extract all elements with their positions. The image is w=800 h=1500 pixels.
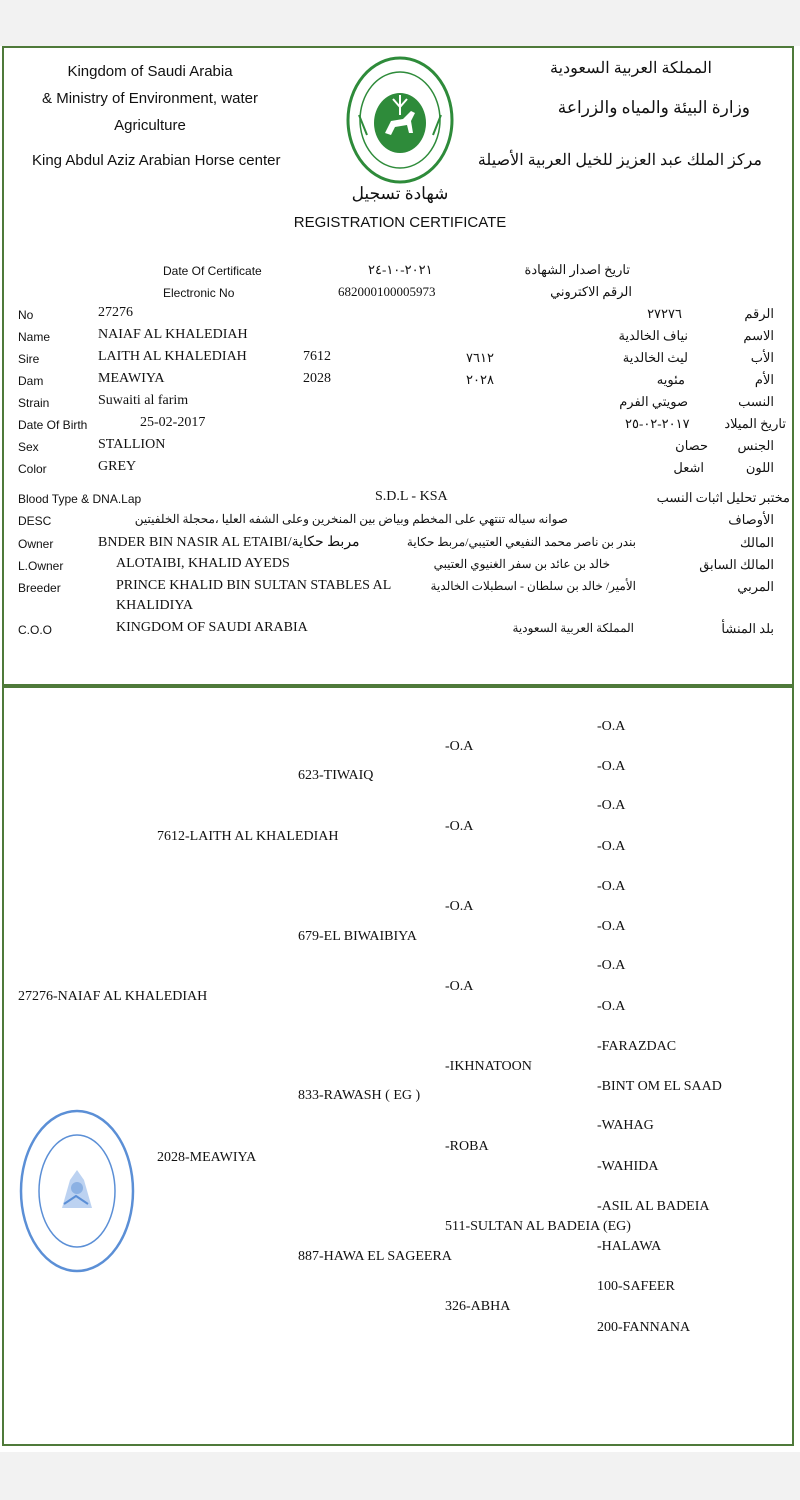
pedigree-g4: 100-SAFEER (597, 1279, 675, 1294)
pedigree-dam-sire: 833-RAWASH ( EG ) (298, 1088, 421, 1103)
desc-value-ar: صوانه سياله تنتهي على المخطم وبياض بين المنخرين وعلى الشفه العليا ،محجلة الخلفيتين (134, 512, 568, 526)
pedigree-g4: -FARAZDAC (597, 1039, 677, 1054)
bottom-band (0, 1452, 800, 1500)
name-label-ar: الاسم (743, 328, 774, 343)
coo-value: KINGDOM OF SAUDI ARABIA (116, 620, 308, 635)
dam-number-ar: ٢٠٢٨ (466, 372, 494, 387)
coo-label-ar: بلد المنشأ (721, 621, 774, 636)
pedigree-g4: -O.A (597, 999, 626, 1014)
pedigree-sire-dam: 679-EL BIWAIBIYA (298, 929, 417, 944)
desc-label-ar: الأوصاف (728, 512, 774, 527)
pedigree-g3: -O.A (445, 819, 474, 834)
breeder-value-line2: KHALIDIYA (116, 598, 193, 613)
pedigree-g3: -O.A (445, 979, 474, 994)
strain-value: Suwaiti al farim (98, 393, 189, 408)
pedigree-sire-sire: 623-TIWAIQ (298, 768, 374, 783)
pedigree-g3: 511-SULTAN AL BADEIA (EG) (445, 1219, 631, 1234)
sex-label-ar: الجنس (737, 438, 774, 453)
strain-label: Strain (18, 396, 50, 410)
no-label: No (18, 308, 34, 322)
center-name: King Abdul Aziz Arabian Horse center (32, 152, 281, 169)
date-label: Date Of Certificate (163, 264, 262, 278)
sire-number: 7612 (303, 349, 331, 364)
name-value: NAIAF AL KHALEDIAH (98, 327, 248, 342)
sire-label-ar: الأب (750, 350, 774, 365)
header-left (20, 58, 280, 139)
color-value-ar: اشعل (673, 460, 704, 475)
dob-label-ar: تاريخ الميلاد (724, 416, 786, 431)
sex-label: Sex (18, 440, 39, 454)
pedigree-g4: -O.A (597, 798, 626, 813)
breeder-value-ar: الأمير/ خالد بن سلطان - اسطبلات الخالدية (430, 579, 636, 593)
owner-value: BNDER BIN NASIR AL ETAIBI/مربط حكاية (98, 535, 360, 550)
dam-value-ar: مئويه (656, 372, 685, 387)
dam-label-ar: الأم (754, 372, 774, 387)
breeder-value-line1: PRINCE KHALID BIN SULTAN STABLES AL (116, 578, 392, 593)
owner-label-ar: المالك (740, 535, 774, 550)
blood-value: S.D.L - KSA (375, 489, 448, 504)
pedigree-g4: -O.A (597, 879, 626, 894)
strain-label-ar: النسب (738, 394, 774, 409)
lowner-label: L.Owner (18, 559, 64, 573)
ministry-emblem (345, 55, 455, 185)
electronic-label-ar: الرقم الاكتروني (550, 284, 632, 299)
no-value: 27276 (98, 305, 133, 320)
pedigree-g4: -O.A (597, 839, 626, 854)
dam-number: 2028 (303, 371, 331, 386)
pedigree-g4: -O.A (597, 719, 626, 734)
owner-label: Owner (18, 537, 54, 551)
lowner-value-ar: خالد بن عائد بن سفر الغنيوي العتيبي (433, 557, 610, 571)
pedigree-g3: -ROBA (445, 1139, 489, 1154)
header-right-line3: مركز الملك عبد العزيز للخيل العربية الأصيلة (477, 152, 762, 169)
header-right-line2: وزارة البيئة والمياه والزراعة (557, 98, 750, 117)
pedigree-subject: 27276-NAIAF AL KHALEDIAH (18, 989, 208, 1004)
pedigree-g4: -WAHAG (597, 1118, 654, 1133)
color-label-ar: اللون (745, 460, 774, 475)
pedigree-g3: -O.A (445, 899, 474, 914)
breeder-label: Breeder (18, 581, 61, 595)
blood-label: Blood Type & DNA.Lap (18, 492, 142, 506)
pedigree-sire: 7612-LAITH AL KHALEDIAH (157, 829, 339, 844)
color-value: GREY (98, 459, 137, 474)
desc-label: DESC (18, 514, 52, 528)
strain-value-ar: صويتي الفرم (619, 394, 688, 409)
lowner-label-ar: المالك السابق (699, 557, 774, 572)
dob-value-ar: ٢٠١٧-٠٢-٢٥ (625, 416, 690, 431)
color-label: Color (18, 462, 47, 476)
pedigree-g4: -WAHIDA (597, 1159, 659, 1174)
owner-value-ar: بندر بن ناصر محمد النفيعي العتيبي/مربط حكاية (406, 535, 636, 549)
date-label-ar: تاريخ اصدار الشهادة (524, 262, 630, 277)
pedigree-g4: -O.A (597, 958, 626, 973)
sire-value-ar: ليث الخالدية (622, 350, 688, 365)
pedigree-g3: -IKHNATOON (445, 1059, 532, 1074)
sire-number-ar: ٧٦١٢ (466, 350, 494, 365)
coo-label: C.O.O (18, 623, 53, 637)
registry-stamp (18, 1108, 136, 1274)
sex-value-ar: حصان (675, 438, 708, 453)
pedigree-g3: -O.A (445, 739, 474, 754)
pedigree-g3: 326-ABHA (445, 1299, 511, 1314)
no-value-ar: ٢٧٢٧٦ (647, 306, 682, 321)
pedigree-g4: -O.A (597, 919, 626, 934)
pedigree-g4: 200-FANNANA (597, 1320, 691, 1335)
coo-value-ar: المملكة العربية السعودية (512, 621, 634, 635)
blood-label-ar: مختبر تحليل اثبات النسب (656, 490, 790, 505)
header-left-line3: Agriculture (114, 117, 186, 134)
top-band (0, 0, 800, 46)
no-label-ar: الرقم (744, 306, 774, 321)
dam-value: MEAWIYA (98, 371, 165, 386)
pedigree-g4: -O.A (597, 759, 626, 774)
name-label: Name (18, 330, 51, 344)
name-value-ar: نياف الخالدية (618, 328, 688, 343)
electronic-label: Electronic No (163, 286, 235, 300)
header-left-line1: Kingdom of Saudi Arabia (67, 63, 233, 80)
dam-label: Dam (18, 374, 44, 388)
lowner-value: ALOTAIBI, KHALID AYEDS (116, 556, 290, 571)
date-value: ٢٠٢١-١٠-٢٤ (368, 262, 433, 277)
pedigree-dam: 2028-MEAWIYA (157, 1150, 257, 1165)
title-ar: شهادة تسجيل (351, 184, 449, 203)
dob-label: Date Of Birth (18, 418, 88, 432)
header-right-line1: المملكة العربية السعودية (550, 60, 712, 77)
pedigree-g4: -HALAWA (597, 1239, 662, 1254)
title-en: REGISTRATION CERTIFICATE (293, 214, 507, 231)
pedigree-dam-dam: 887-HAWA EL SAGEERA (298, 1249, 452, 1264)
sire-label: Sire (18, 352, 40, 366)
electronic-value: 682000100005973 (338, 284, 436, 299)
sire-value: LAITH AL KHALEDIAH (98, 349, 247, 364)
dob-value: 25-02-2017 (140, 415, 206, 430)
pedigree-g4: -ASIL AL BADEIA (597, 1199, 710, 1214)
sex-value: STALLION (98, 437, 166, 452)
breeder-label-ar: المربي (737, 579, 774, 594)
pedigree-g4: -BINT OM EL SAAD (597, 1079, 722, 1094)
header-left-line2: & Ministry of Environment, water (42, 90, 258, 107)
